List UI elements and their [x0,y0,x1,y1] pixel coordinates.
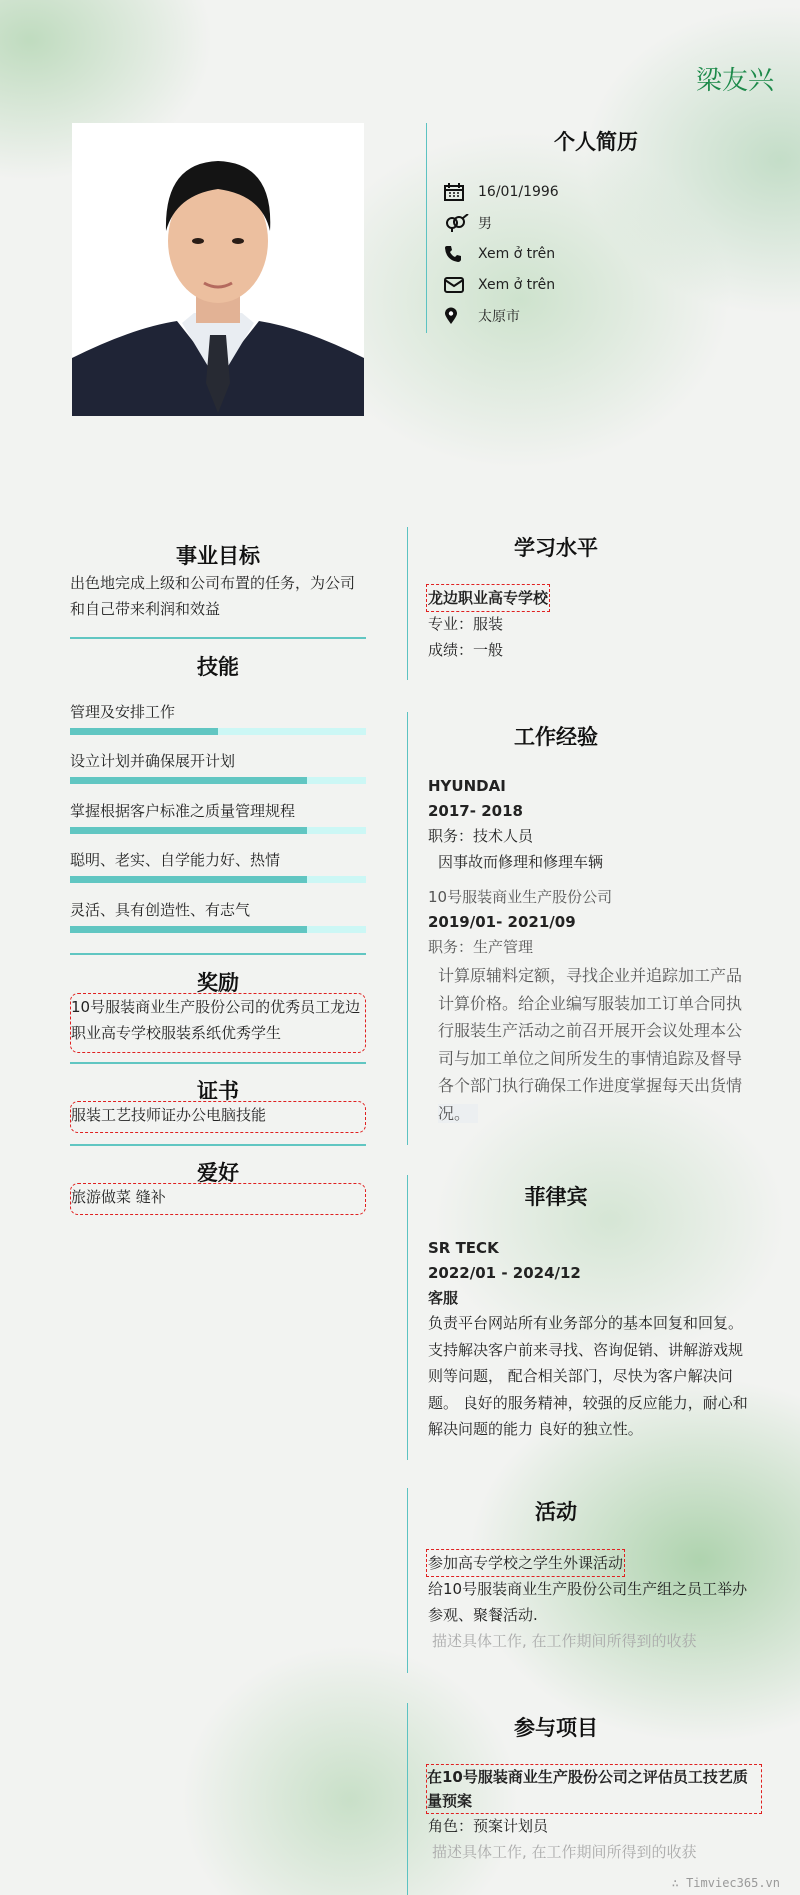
job2-period: 2019/01- 2021/09 [428,913,576,931]
hobbies-title: 爱好 [197,1161,239,1185]
objective-line-2: 和自己带来利润和效益 [70,600,221,618]
job2-company: 10号服装商业生产股份公司 [428,888,613,906]
certificates-text: 服装工艺技师证办公电脑技能 [70,1101,366,1133]
awards-box [70,993,366,1053]
job2-desc-line: 司与加工单位之间所发生的事情追踪及督导 [438,1048,743,1068]
job1-period: 2017- 2018 [428,802,523,820]
grade-text: 成绩：一般 [428,641,504,659]
birthdate-row [444,180,559,204]
phone-text: Xem ở trên [478,246,556,262]
email-icon [444,276,470,294]
awards-divider [70,1062,366,1064]
project-name-line: 在10号服装商业生产股份公司之评估员工技艺质 [427,1768,748,1786]
gender-text: 男 [478,216,492,232]
philippines-title: 菲律宾 [524,1185,588,1209]
objective-divider [70,637,366,639]
profile-divider [426,123,427,333]
job1-role: 职务：技术人员 [428,827,534,845]
skill-label: 灵活、具有创造性、有志气 [70,901,251,919]
skill-bar [70,827,366,834]
projects-divider [407,1703,408,1895]
profile-title: 个人简历 [554,130,638,154]
job2-desc-line: 计算原辅料定额，寻找企业并追踪加工产品 [438,966,743,985]
education-title: 学习水平 [514,536,598,560]
footer-watermark: ∴ Timviec365.vn [671,1876,780,1890]
activities-title: 活动 [535,1500,577,1524]
skill-label: 设立计划并确保展开计划 [70,752,236,770]
activity-line-2: 参观、聚餐活动. [428,1606,538,1624]
location-row [444,304,520,328]
experience-divider [407,712,408,1145]
phone-icon [444,245,470,263]
skills-divider [70,953,366,955]
job2-desc-line: 计算价格。给企业编写服装加工订单合同执 [438,993,743,1013]
project-role: 角色：预案计划员 [428,1817,549,1835]
job2-desc-line: 行服装生产活动之前召开展开会议处理本公 [438,1021,743,1040]
ph-period: 2022/01 - 2024/12 [428,1264,581,1282]
education-divider [407,527,408,680]
activities-divider [407,1488,408,1673]
job2-role: 职务：生产管理 [428,938,534,956]
certificates-divider [70,1144,366,1146]
major-text: 专业：服装 [428,615,504,633]
email-text: Xem ở trên [478,277,556,293]
objective-title: 事业目标 [176,544,260,568]
activity-placeholder: 描述具体工作, 在工作期间所得到的收获 [432,1632,697,1650]
phone-row [444,242,555,266]
awards-title: 奖励 [197,971,239,995]
job2-desc [438,962,742,1127]
skill-bar [70,777,366,784]
ph-desc-line: 则等问题， 配合相关部门，尽快为客户解决问 [428,1367,733,1385]
skills-title: 技能 [197,655,239,679]
job1-company: HYUNDAI [428,777,506,795]
objective-line-1: 出色地完成上级和公司布置的任务，为公司 [70,574,356,592]
awards-line-2: 职业高专学校服装系纸优秀学生 [71,1024,282,1042]
skill-bar [70,926,366,933]
email-row [444,273,555,297]
location-text: 太原市 [478,309,520,325]
project-placeholder: 描述具体工作, 在工作期间所得到的收获 [432,1843,697,1861]
job2-desc-line: 况。 [438,1104,478,1123]
ph-desc-line: 题。 良好的服务精神，较强的反应能力，耐心和 [428,1393,748,1412]
skill-bar [70,876,366,883]
skill-bar-fill [70,926,307,933]
profile-photo [72,123,364,416]
skill-label: 管理及安排工作 [70,703,176,721]
ph-desc-line: 支持解决客户前来寻找、咨询促销、讲解游戏规 [428,1340,744,1359]
skill-bar-fill [70,728,218,735]
gender-row [444,211,492,235]
ph-role: 客服 [428,1289,459,1307]
skill-bar-fill [70,777,307,784]
certificates-title: 证书 [197,1079,239,1103]
job2-desc-line: 各个部门执行确保工作进度掌握每天出货情 [438,1076,743,1095]
job1-desc: 因事故而修理和修理车辆 [438,853,604,871]
candidate-name: 梁友兴 [695,66,774,96]
experience-title: 工作经验 [514,725,598,749]
awards-line-1: 10号服装商业生产股份公司的优秀员工龙边 [71,998,361,1016]
skill-bar-fill [70,876,307,883]
location-icon [444,307,470,325]
skill-label: 掌握根据客户标准之质量管理规程 [70,802,296,820]
hobbies-text: 旅游做菜 缝补 [70,1183,366,1215]
skill-label: 聪明、老实、自学能力好、热情 [70,851,281,869]
philippines-divider [407,1175,408,1460]
project-name [426,1764,762,1814]
projects-title: 参与项目 [514,1716,598,1740]
activity-name: 参加高专学校之学生外课活动 [426,1549,625,1577]
gender-icon [444,214,470,232]
ph-desc-line: 解决问题的能力 良好的独立性。 [428,1420,643,1438]
school-name: 龙边职业高专学校 [426,584,550,612]
activity-line-1: 给10号服装商业生产股份公司生产组之员工举办 [428,1580,748,1598]
skill-bar-fill [70,827,307,834]
project-name-line: 量预案 [427,1792,473,1810]
skill-bar [70,728,366,735]
ph-desc-line: 负责平台网站所有业务部分的基本回复和回复。 [428,1314,744,1332]
ph-desc [428,1310,748,1443]
ph-company: SR TECK [428,1239,499,1257]
birthdate-text: 16/01/1996 [478,184,559,200]
calendar-icon [444,183,470,201]
